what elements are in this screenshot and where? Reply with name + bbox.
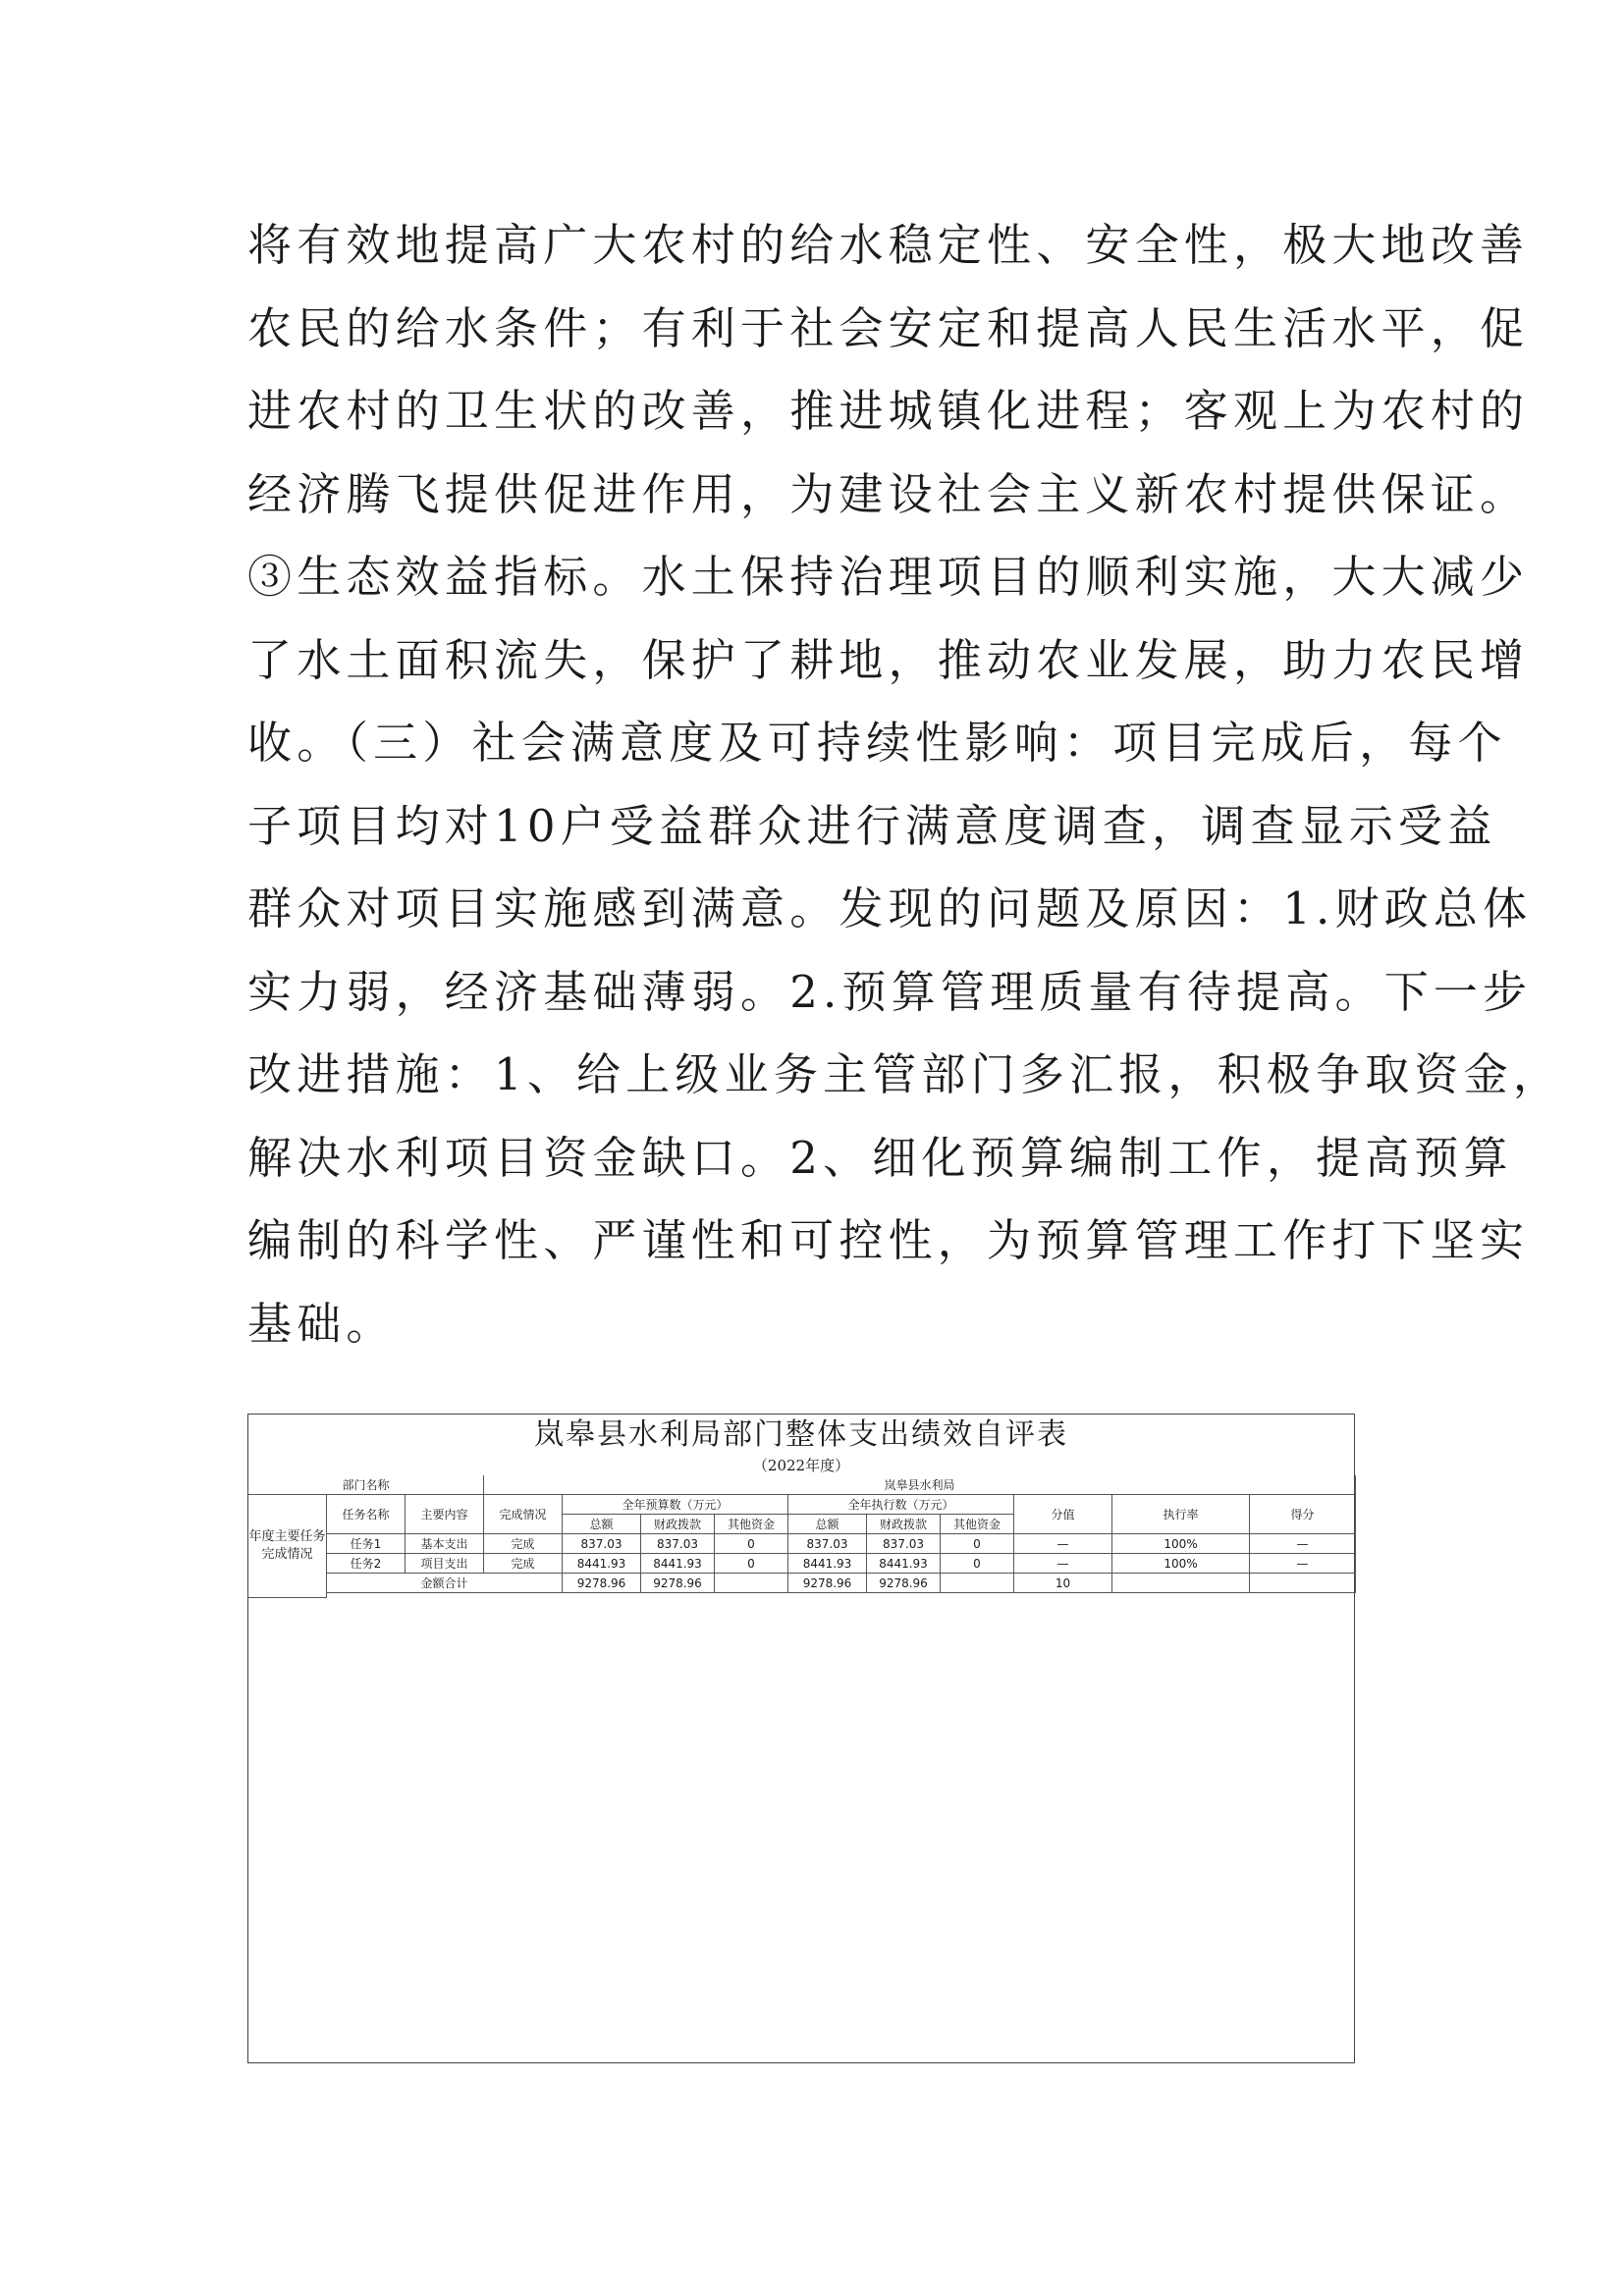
header-exec-total: 总额 (788, 1515, 867, 1534)
task-exec-fiscal: 837.03 (867, 1534, 941, 1554)
text-line: 子项目均对10户受益群众进行满意度调查，调查显示受益 (247, 799, 1497, 852)
text-line: 改进措施：1、给上级业务主管部门多汇报，积极争取资金， (247, 1048, 1563, 1100)
text-line: 经济腾飞提供促进作用，为建设社会主义新农村提供保证。 (247, 467, 1530, 520)
sum-score (1250, 1574, 1356, 1593)
task-rate: 100% (1112, 1554, 1250, 1574)
task-content: 基本支出 (406, 1534, 484, 1554)
task-status: 完成 (484, 1554, 563, 1574)
header-task-name: 任务名称 (327, 1495, 406, 1534)
task-budget-fiscal: 837.03 (641, 1534, 715, 1554)
task-rate: 100% (1112, 1534, 1250, 1554)
header-budget-fiscal: 财政拨款 (641, 1515, 715, 1534)
text-line: 了水土面积流失，保护了耕地，推动农业发展，助力农民增 (247, 633, 1530, 686)
task-budget-total: 8441.93 (563, 1554, 641, 1574)
text-line: 实力弱，经济基础薄弱。2.预算管理质量有待提高。下一步 (247, 965, 1533, 1018)
sum-rate (1112, 1574, 1250, 1593)
task-budget-other: 0 (715, 1534, 788, 1554)
header-exec-other: 其他资金 (941, 1515, 1014, 1534)
header-budget-other: 其他资金 (715, 1515, 788, 1534)
text-line: 进农村的卫生状的改善，推进城镇化进程；客观上为农村的 (247, 385, 1530, 437)
task-exec-other: 0 (941, 1554, 1014, 1574)
header-exec-rate: 执行率 (1112, 1495, 1250, 1534)
task-value: — (1014, 1534, 1112, 1554)
task-exec-fiscal: 8441.93 (867, 1554, 941, 1574)
dept-label: 部门名称 (248, 1475, 484, 1495)
header-budget-group: 全年预算数（万元） (563, 1495, 788, 1515)
sum-exec-fiscal: 9278.96 (867, 1574, 941, 1593)
header-completion: 完成情况 (484, 1495, 563, 1534)
sum-value: 10 (1014, 1574, 1112, 1593)
header-score: 得分 (1250, 1495, 1356, 1534)
text-line: 农民的给水条件；有利于社会安定和提高人民生活水平，促 (247, 301, 1530, 354)
task-name: 任务1 (327, 1534, 406, 1554)
sum-exec-total: 9278.96 (788, 1574, 867, 1593)
section-tasks: 年度主要任务完成情况 (248, 1495, 327, 1598)
task-budget-other: 0 (715, 1554, 788, 1574)
text-line: 收。（三）社会满意度及可持续性影响：项目完成后，每个 (247, 717, 1507, 769)
header-exec-group: 全年执行数（万元） (788, 1495, 1014, 1515)
task-name: 任务2 (327, 1554, 406, 1574)
task-exec-total: 8441.93 (788, 1554, 867, 1574)
text-line: 将有效地提高广大农村的给水稳定性、安全性，极大地改善 (247, 219, 1530, 271)
task-value: — (1014, 1554, 1112, 1574)
task-score: — (1250, 1554, 1356, 1574)
dept-value: 岚皋县水利局 (484, 1475, 1356, 1495)
table-title: 岚皋县水利局部门整体支出绩效自评表 (534, 1417, 1068, 1452)
text-line: 解决水利项目资金缺口。2、细化预算编制工作，提高预算 (247, 1131, 1513, 1184)
header-score-value: 分值 (1014, 1495, 1112, 1534)
text-line: 群众对项目实施感到满意。发现的问题及原因：1.财政总体 (247, 882, 1533, 934)
header-budget-total: 总额 (563, 1515, 641, 1534)
performance-table (247, 1414, 1355, 2063)
header-exec-fiscal: 财政拨款 (867, 1515, 941, 1534)
sum-budget-other (715, 1574, 788, 1593)
header-main-content: 主要内容 (406, 1495, 484, 1534)
task-budget-total: 837.03 (563, 1534, 641, 1554)
task-exec-other: 0 (941, 1534, 1014, 1554)
sum-exec-other (941, 1574, 1014, 1593)
text-line: ③生态效益指标。水土保持治理项目的顺利实施，大大减少 (247, 551, 1530, 603)
task-exec-total: 837.03 (788, 1534, 867, 1554)
sum-label: 金额合计 (327, 1574, 563, 1593)
text-line: 编制的科学性、严谨性和可控性，为预算管理工作打下坚实 (247, 1214, 1530, 1266)
task-score: — (1250, 1534, 1356, 1554)
table-year: （2022年度） (752, 1457, 850, 1474)
task-content: 项目支出 (406, 1554, 484, 1574)
text-line: 基础。 (247, 1297, 396, 1350)
sum-budget-total: 9278.96 (563, 1574, 641, 1593)
task-budget-fiscal: 8441.93 (641, 1554, 715, 1574)
task-status: 完成 (484, 1534, 563, 1554)
sum-budget-fiscal: 9278.96 (641, 1574, 715, 1593)
body-paragraph (247, 204, 1563, 1365)
